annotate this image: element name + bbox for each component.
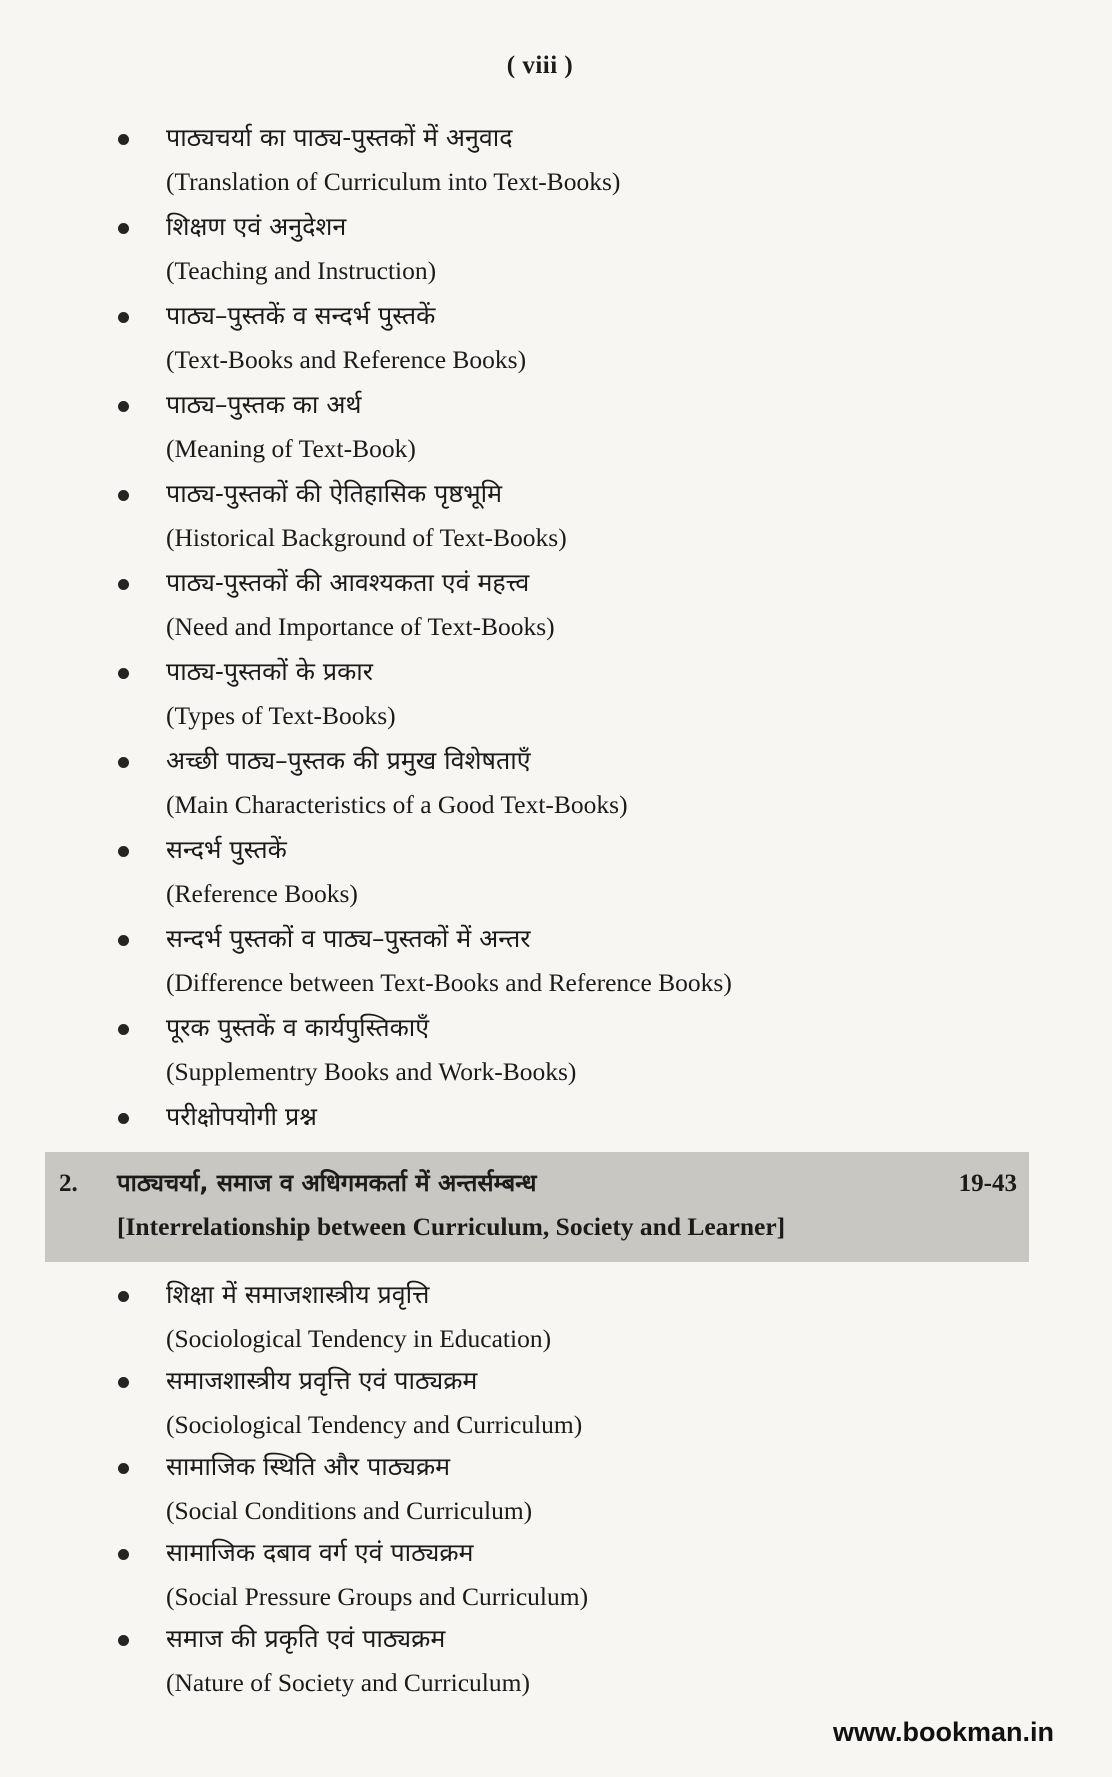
item-title-english: (Reference Books) [166,879,358,908]
bullet-icon [118,401,129,412]
item-title-english: (Translation of Curriculum into Text-Books) [166,167,621,196]
list-item [0,741,1050,830]
bullet-icon [118,1463,129,1474]
chapter-number: 2. [59,1170,78,1197]
page-number: ( viii ) [506,52,574,79]
item-title-hindi: समाज की प्रकृति एवं पाठ्यक्रम [166,1624,446,1653]
chapter-title-english: [Interrelationship between Curriculum, Society and Learner] [117,1212,786,1241]
list-item [0,1447,1050,1533]
bullet-icon [118,668,129,679]
list-item [0,830,1050,919]
list-item [0,919,1050,1008]
list-item [0,652,1050,741]
bullet-icon [118,935,129,946]
item-title-hindi: पाठ्यचर्या का पाठ्य-पुस्तकों में अनुवाद [166,123,513,152]
bullet-icon [118,1024,129,1035]
list-item [0,207,1050,296]
item-title-english: (Need and Importance of Text-Books) [166,612,555,641]
list-item [0,118,1050,207]
item-title-english: (Sociological Tendency and Curriculum) [166,1410,583,1439]
bullet-icon [118,579,129,590]
bullet-icon [118,757,129,768]
item-title-hindi: शिक्षण एवं अनुदेशन [166,212,347,241]
item-title-english: (Social Pressure Groups and Curriculum) [166,1582,589,1611]
bullet-icon [118,1635,129,1646]
item-title-english: (Teaching and Instruction) [166,256,437,285]
item-title-hindi: पाठ्य–पुस्तक का अर्थ [166,390,362,419]
chapter-heading [45,1152,1029,1262]
list-item [0,1533,1050,1619]
list-item [0,296,1050,385]
item-title-hindi: पाठ्य-पुस्तकों की आवश्यकता एवं महत्त्व [166,568,530,597]
item-title-hindi: सन्दर्भ पुस्तकों व पाठ्य–पुस्तकों में अन्तर [166,924,531,953]
item-title-hindi: समाजशास्त्रीय प्रवृत्ति एवं पाठ्यक्रम [166,1366,478,1395]
item-title-hindi: परीक्षोपयोगी प्रश्न [166,1102,317,1131]
list-item [0,563,1050,652]
item-title-hindi: पूरक पुस्तकें व कार्यपुस्तिकाएँ [166,1013,430,1042]
item-title-english: (Types of Text-Books) [166,701,396,730]
bullet-icon [118,1113,129,1124]
item-title-hindi: सन्दर्भ पुस्तकें [166,835,287,864]
item-title-english: (Nature of Society and Curriculum) [166,1668,530,1697]
chapter-page-range: 19-43 [958,1170,1017,1197]
bullet-icon [118,223,129,234]
item-title-english: (Text-Books and Reference Books) [166,345,527,374]
bullet-icon [118,1549,129,1560]
contents-list-2 [0,1275,1050,1705]
list-item [0,1008,1050,1097]
item-title-english: (Supplementry Books and Work-Books) [166,1057,577,1086]
bullet-icon [118,1291,129,1302]
item-title-hindi: सामाजिक स्थिति और पाठ्यक्रम [166,1452,451,1481]
bullet-icon [118,134,129,145]
item-title-hindi: अच्छी पाठ्य–पुस्तक की प्रमुख विशेषताएँ [166,746,531,775]
bullet-icon [118,490,129,501]
item-title-english: (Meaning of Text-Book) [166,434,416,463]
list-item [0,1275,1050,1361]
item-title-english: (Historical Background of Text-Books) [166,523,567,552]
list-item [0,1361,1050,1447]
website-watermark: www.bookman.in [832,1717,1054,1747]
bullet-icon [118,312,129,323]
item-title-hindi: पाठ्य–पुस्तकें व सन्दर्भ पुस्तकें [166,301,436,330]
item-title-hindi: पाठ्य-पुस्तकों की ऐतिहासिक पृष्ठभूमि [166,479,503,508]
item-title-hindi: पाठ्य-पुस्तकों के प्रकार [166,657,373,686]
list-item [0,385,1050,474]
bullet-icon [118,1377,129,1388]
list-item [0,474,1050,563]
item-title-hindi: सामाजिक दबाव वर्ग एवं पाठ्यक्रम [166,1538,474,1567]
item-title-hindi: शिक्षा में समाजशास्त्रीय प्रवृत्ति [166,1280,430,1309]
chapter-title-hindi: पाठ्यचर्या, समाज व अधिगमकर्ता में अन्तर्सम्बन्ध [117,1169,537,1197]
item-title-english: (Sociological Tendency in Education) [166,1324,552,1353]
item-title-english: (Social Conditions and Curriculum) [166,1496,533,1525]
item-title-english: (Main Characteristics of a Good Text-Books) [166,790,628,819]
bullet-icon [118,846,129,857]
item-title-english: (Difference between Text-Books and Reference Books) [166,968,732,997]
contents-list-1 [0,118,1050,1186]
list-item [0,1619,1050,1705]
